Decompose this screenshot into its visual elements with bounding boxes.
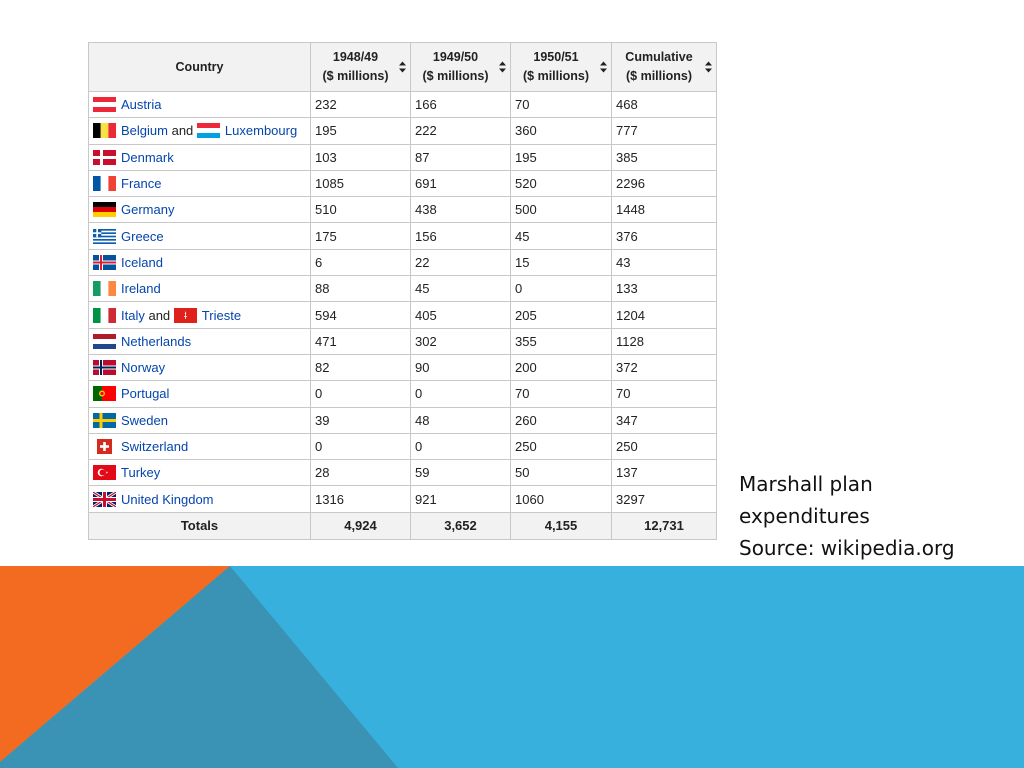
turkey-flag-icon-graphic xyxy=(93,465,116,480)
column-header-1950-51[interactable] xyxy=(511,43,612,92)
table-row xyxy=(89,486,717,512)
total-1949-50: 3,652 xyxy=(411,512,511,539)
country-link[interactable]: Iceland xyxy=(121,254,163,270)
netherlands-flag-icon xyxy=(93,334,116,349)
value-1949-50-cell: 48 xyxy=(411,407,511,433)
marshall-plan-table xyxy=(88,42,717,540)
turkey-flag-icon xyxy=(93,465,116,480)
value-1948-49-cell: 6 xyxy=(311,249,411,275)
value-1950-51-cell: 200 xyxy=(511,354,612,380)
iceland-flag-icon-graphic xyxy=(93,255,116,270)
table-row xyxy=(89,92,717,118)
bottom-band-graphic xyxy=(0,566,1024,768)
country-link[interactable]: Ireland xyxy=(121,281,161,297)
country-link[interactable]: Turkey xyxy=(121,465,161,481)
france-flag-icon xyxy=(93,176,116,191)
norway-flag-icon-graphic xyxy=(93,360,116,375)
value-cumulative-cell: 3297 xyxy=(612,486,717,512)
value-1950-51-cell: 260 xyxy=(511,407,612,433)
country-link[interactable]: Austria xyxy=(121,97,162,113)
table-row xyxy=(89,407,717,433)
table-header-row xyxy=(89,43,717,92)
header-line-1: 1950/51 xyxy=(533,50,579,64)
column-header-country[interactable]: Country xyxy=(89,43,311,92)
total-1948-49: 4,924 xyxy=(311,512,411,539)
value-1948-49-cell: 1085 xyxy=(311,170,411,196)
caption-line-2: expenditures xyxy=(739,504,870,528)
column-header-1948-49[interactable] xyxy=(311,43,411,92)
trieste-flag-icon-graphic xyxy=(174,308,197,323)
value-cumulative-cell: 376 xyxy=(612,223,717,249)
value-1949-50-cell: 87 xyxy=(411,144,511,170)
table-row xyxy=(89,433,717,459)
value-cumulative-cell: 70 xyxy=(612,381,717,407)
country-cell xyxy=(89,354,311,380)
sort-arrows-icon[interactable] xyxy=(600,62,607,73)
value-1948-49-cell: 594 xyxy=(311,302,411,328)
table-row xyxy=(89,118,717,144)
table-row xyxy=(89,197,717,223)
value-1949-50-cell: 222 xyxy=(411,118,511,144)
country-link[interactable]: Belgium xyxy=(121,123,168,139)
value-1948-49-cell: 103 xyxy=(311,144,411,170)
value-1949-50-cell: 0 xyxy=(411,381,511,407)
switzerland-flag-icon xyxy=(93,439,116,454)
value-1949-50-cell: 45 xyxy=(411,276,511,302)
value-1949-50-cell: 921 xyxy=(411,486,511,512)
value-1950-51-cell: 0 xyxy=(511,276,612,302)
value-1949-50-cell: 0 xyxy=(411,433,511,459)
ireland-flag-icon-graphic xyxy=(93,281,116,296)
country-link[interactable]: Greece xyxy=(121,228,164,244)
value-cumulative-cell: 250 xyxy=(612,433,717,459)
total-cumulative: 12,731 xyxy=(612,512,717,539)
country-link[interactable]: Norway xyxy=(121,360,166,376)
country-link[interactable]: Denmark xyxy=(121,149,174,165)
portugal-flag-icon xyxy=(93,386,116,401)
table-row xyxy=(89,170,717,196)
totals-label: Totals xyxy=(89,512,311,539)
country-cell xyxy=(89,407,311,433)
country-link[interactable]: Switzerland xyxy=(121,439,189,454)
country-cell xyxy=(89,486,311,512)
value-cumulative-cell: 385 xyxy=(612,144,717,170)
country-link[interactable]: Portugal xyxy=(121,386,170,402)
value-1949-50-cell: 405 xyxy=(411,302,511,328)
country-cell xyxy=(89,197,311,223)
value-1950-51-cell: 250 xyxy=(511,433,612,459)
ireland-flag-icon xyxy=(93,281,116,296)
country-joiner: and xyxy=(148,307,171,323)
value-1948-49-cell: 82 xyxy=(311,354,411,380)
value-1948-49-cell: 1316 xyxy=(311,486,411,512)
value-1948-49-cell: 471 xyxy=(311,328,411,354)
column-header-cumulative[interactable] xyxy=(612,43,717,92)
value-cumulative-cell: 1204 xyxy=(612,302,717,328)
austria-flag-icon xyxy=(93,97,116,112)
country-cell xyxy=(89,170,311,196)
denmark-flag-icon xyxy=(93,150,116,165)
switzerland-flag-icon-graphic xyxy=(93,439,116,454)
header-line-1: 1949/50 xyxy=(432,50,479,64)
header-line-2: ($ millions) xyxy=(626,69,692,83)
value-cumulative-cell: 1128 xyxy=(612,328,717,354)
sort-arrows-icon[interactable] xyxy=(399,62,406,73)
value-1948-49-cell: 88 xyxy=(311,276,411,302)
value-1949-50-cell: 22 xyxy=(411,249,511,275)
value-1950-51-cell: 70 xyxy=(511,381,612,407)
country-link[interactable]: France xyxy=(121,176,162,192)
value-cumulative-cell: 137 xyxy=(612,460,717,486)
value-1949-50-cell: 59 xyxy=(411,460,511,486)
table-row xyxy=(89,381,717,407)
portugal-flag-icon-graphic xyxy=(93,386,116,401)
country-link[interactable]: Luxembourg xyxy=(224,123,298,139)
header-line-2: ($ millions) xyxy=(523,69,589,83)
germany-flag-icon-graphic xyxy=(93,202,116,217)
value-1949-50-cell: 166 xyxy=(411,92,511,118)
value-1948-49-cell: 175 xyxy=(311,223,411,249)
header-line-1: Cumulative xyxy=(625,50,693,64)
value-1948-49-cell: 195 xyxy=(311,118,411,144)
country-cell xyxy=(89,144,311,170)
table-row xyxy=(89,144,717,170)
value-1948-49-cell: 0 xyxy=(311,381,411,407)
denmark-flag-icon-graphic xyxy=(93,150,116,165)
header-line-1: 1948/49 xyxy=(332,50,379,64)
country-joiner: and xyxy=(171,123,194,139)
table-row xyxy=(89,276,717,302)
united-kingdom-flag-icon-graphic xyxy=(93,492,116,507)
totals-row xyxy=(89,512,717,539)
belgium-flag-icon xyxy=(93,123,116,138)
value-1950-51-cell: 15 xyxy=(511,249,612,275)
country-cell xyxy=(89,381,311,407)
country-cell xyxy=(89,92,311,118)
value-cumulative-cell: 2296 xyxy=(612,170,717,196)
marshall-plan-table-container xyxy=(88,42,716,540)
country-cell xyxy=(89,249,311,275)
table-row xyxy=(89,249,717,275)
value-cumulative-cell: 347 xyxy=(612,407,717,433)
table-row xyxy=(89,223,717,249)
trieste-flag-icon xyxy=(174,308,197,323)
value-1948-49-cell: 39 xyxy=(311,407,411,433)
caption-line-1: Marshall plan xyxy=(739,472,873,496)
value-1948-49-cell: 0 xyxy=(311,433,411,459)
value-1948-49-cell: 232 xyxy=(311,92,411,118)
netherlands-flag-icon-graphic xyxy=(93,334,116,349)
decorative-bottom-band xyxy=(0,566,1024,768)
belgium-flag-icon-graphic xyxy=(93,123,116,138)
value-1948-49-cell: 510 xyxy=(311,197,411,223)
italy-flag-icon-graphic xyxy=(93,308,116,323)
country-link[interactable]: Trieste xyxy=(201,307,242,323)
table-body xyxy=(89,92,717,540)
country-link[interactable]: Netherlands xyxy=(121,333,192,349)
value-1949-50-cell: 438 xyxy=(411,197,511,223)
sort-arrows-icon[interactable] xyxy=(705,62,712,73)
value-1950-51-cell: 195 xyxy=(511,144,612,170)
luxembourg-flag-icon xyxy=(197,123,220,138)
value-1948-49-cell: 28 xyxy=(311,460,411,486)
value-1950-51-cell: 1060 xyxy=(511,486,612,512)
value-1949-50-cell: 156 xyxy=(411,223,511,249)
value-cumulative-cell: 43 xyxy=(612,249,717,275)
greece-flag-icon xyxy=(93,229,116,244)
luxembourg-flag-icon-graphic xyxy=(197,123,220,138)
header-line-2: ($ millions) xyxy=(422,69,489,83)
italy-flag-icon xyxy=(93,308,116,323)
table-row xyxy=(89,460,717,486)
column-header-1949-50[interactable] xyxy=(411,43,511,92)
value-cumulative-cell: 133 xyxy=(612,276,717,302)
table-row xyxy=(89,328,717,354)
value-1949-50-cell: 90 xyxy=(411,354,511,380)
value-1949-50-cell: 302 xyxy=(411,328,511,354)
value-1950-51-cell: 70 xyxy=(511,92,612,118)
value-1949-50-cell: 691 xyxy=(411,170,511,196)
country-link[interactable]: Italy xyxy=(121,307,145,323)
value-1950-51-cell: 520 xyxy=(511,170,612,196)
iceland-flag-icon xyxy=(93,255,116,270)
country-link[interactable]: Germany xyxy=(121,202,175,218)
country-link[interactable]: Sweden xyxy=(121,412,168,428)
value-cumulative-cell: 468 xyxy=(612,92,717,118)
norway-flag-icon xyxy=(93,360,116,375)
country-cell xyxy=(89,276,311,302)
value-1950-51-cell: 45 xyxy=(511,223,612,249)
united-kingdom-flag-icon xyxy=(93,492,116,507)
country-cell xyxy=(89,460,311,486)
value-cumulative-cell: 1448 xyxy=(612,197,717,223)
table-row xyxy=(89,302,717,328)
country-cell xyxy=(89,328,311,354)
table-row xyxy=(89,354,717,380)
austria-flag-icon-graphic xyxy=(93,97,116,112)
country-link[interactable]: United Kingdom xyxy=(121,491,214,507)
greece-flag-icon-graphic xyxy=(93,229,116,244)
value-cumulative-cell: 777 xyxy=(612,118,717,144)
france-flag-icon-graphic xyxy=(93,176,116,191)
sort-arrows-icon[interactable] xyxy=(499,62,506,73)
country-cell xyxy=(89,118,311,144)
caption-source: Source: wikipedia.org xyxy=(739,536,955,560)
value-1950-51-cell: 205 xyxy=(511,302,612,328)
value-1950-51-cell: 360 xyxy=(511,118,612,144)
country-cell xyxy=(89,433,311,459)
value-1950-51-cell: 500 xyxy=(511,197,612,223)
country-cell xyxy=(89,223,311,249)
header-line-2: ($ millions) xyxy=(322,69,389,83)
slide-caption xyxy=(739,468,1009,564)
value-1950-51-cell: 50 xyxy=(511,460,612,486)
sweden-flag-icon xyxy=(93,413,116,428)
total-1950-51: 4,155 xyxy=(511,512,612,539)
sweden-flag-icon-graphic xyxy=(93,413,116,428)
value-1950-51-cell: 355 xyxy=(511,328,612,354)
germany-flag-icon xyxy=(93,202,116,217)
value-cumulative-cell: 372 xyxy=(612,354,717,380)
country-cell xyxy=(89,302,311,328)
